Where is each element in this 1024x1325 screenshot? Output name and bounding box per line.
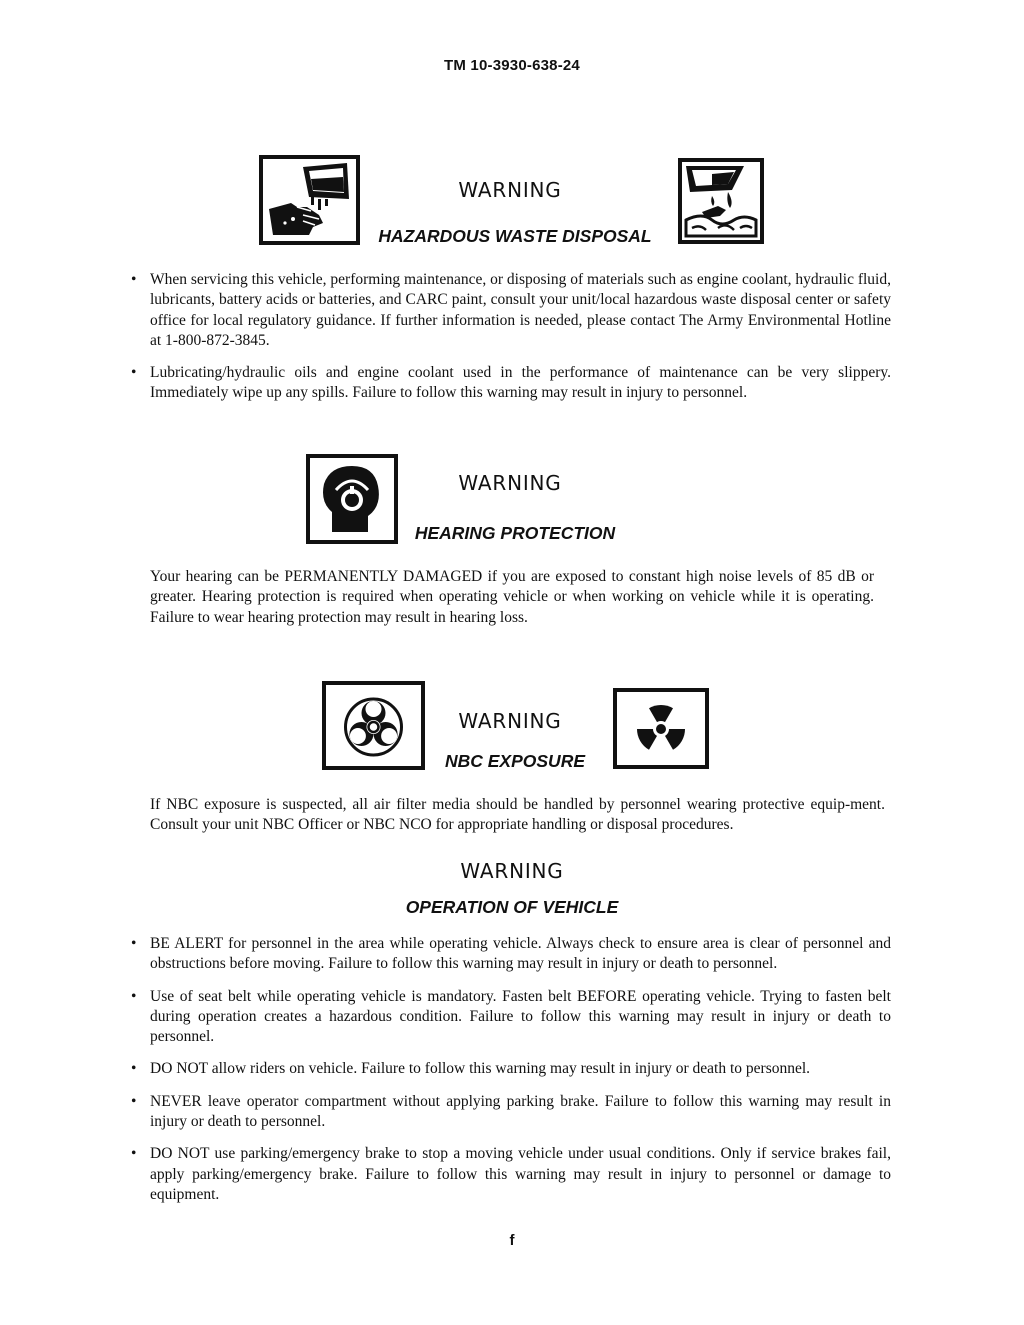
list-item: • DO NOT use parking/emergency brake to stop a moving vehicle under usual conditions. Only if service brakes fail, apply parking/emergency brake. Failure to follow this warning may result in injury to personnel or damage to equipment. <box>131 1145 891 1203</box>
list-item: • DO NOT allow riders on vehicle. Failure to follow this warning may result in injury or death to personnel. <box>131 1060 811 1078</box>
hearing-protection-text: Your hearing can be PERMANENTLY DAMAGED if you are exposed to constant high noise levels of 85 dB or greater. Hearing protection is required when operating vehicle or when working on vehicle while it is operating. Failure to wear hearing protection may result in hearing loss. <box>150 568 874 626</box>
list-item: • When servicing this vehicle, performing maintenance, or disposing of materials such as engine coolant, hydraulic fluid, lubricants, battery acids or batteries, and CARC paint, consult your unit/local hazardous waste disposal center or safety office for local regulatory guidance. If further information is needed, please contact The Army Environmental Hotline at 1-800-872-3845. <box>131 271 891 349</box>
operation-bullets <box>131 934 891 1205</box>
page-number: f <box>509 1232 515 1249</box>
corrosive-surface-icon <box>678 158 764 244</box>
warning-title-hazardous: WARNING <box>458 178 562 202</box>
document-number: TM 10-3930-638-24 <box>444 57 580 74</box>
list-item: • NEVER leave operator compartment without applying parking brake. Failure to follow this warning may result in injury or death to personnel. <box>131 1092 891 1131</box>
warning-subtitle-operation: OPERATION OF VEHICLE <box>405 897 619 917</box>
warning-subtitle-hazardous: HAZARDOUS WASTE DISPOSAL <box>378 226 652 246</box>
warning-subtitle-hearing: HEARING PROTECTION <box>414 523 616 543</box>
list-item: • BE ALERT for personnel in the area while operating vehicle. Always check to ensure area is clear of personnel and obstructions before moving. Failure to follow this warning may result in injury or death to personnel. <box>131 935 891 973</box>
nbc-exposure-text: If NBC exposure is suspected, all air filter media should be handled by personnel wearing protective equip-ment. Consult your unit NBC Officer or NBC NCO for appropriate handling or disposal procedures. <box>150 796 885 834</box>
list-item: • Use of seat belt while operating vehicle is mandatory. Fasten belt BEFORE operating vehicle. Trying to fasten belt during operation creates a hazardous condition. Failure to follow this warning may result in injury or death to personnel. <box>131 987 891 1046</box>
warning-subtitle-nbc: NBC EXPOSURE <box>444 751 586 771</box>
warning-title-operation: WARNING <box>460 859 564 883</box>
warning-title-hearing: WARNING <box>458 471 562 495</box>
list-item: • Lubricating/hydraulic oils and engine coolant used in the performance of maintenance can be very slippery. Immediately wipe up any spills. Failure to follow this warning may result in injury to personnel. <box>131 364 891 402</box>
radiation-icon <box>613 688 709 769</box>
hazardous-waste-bullets <box>131 270 891 404</box>
corrosive-hand-icon <box>259 155 360 245</box>
warning-title-nbc: WARNING <box>458 709 562 733</box>
